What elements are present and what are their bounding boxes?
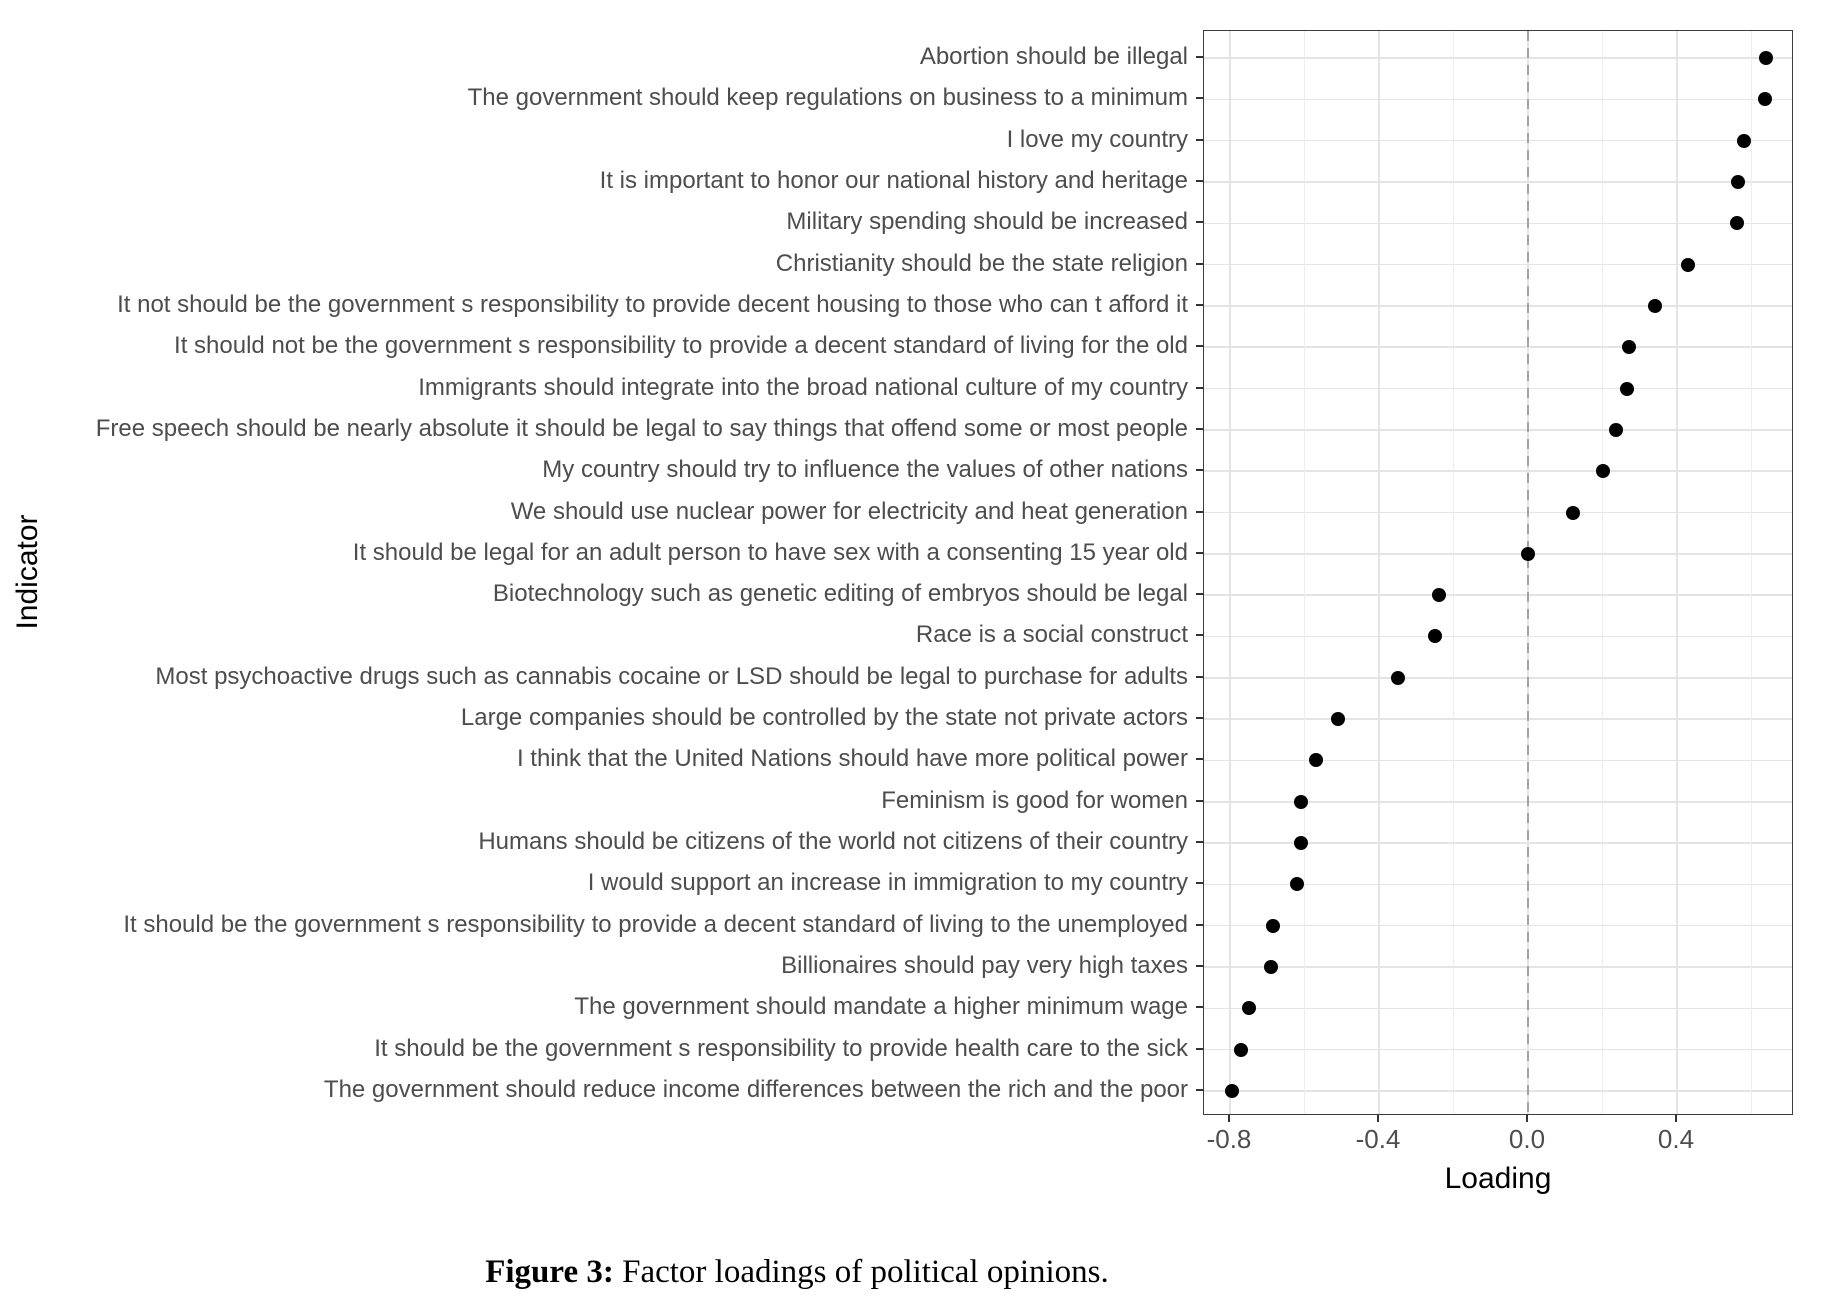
y-axis-tick [1196,593,1203,595]
y-axis-tick [1196,428,1203,430]
y-axis-tick [1196,841,1203,843]
data-point [1566,506,1580,520]
data-point [1294,795,1308,809]
y-axis-label: Most psychoactive drugs such as cannabis cocaine or LSD should be legal to purchase for adults [155,662,1188,690]
y-axis-label: I think that the United Nations should have more political power [516,745,1188,773]
y-axis-label: Feminism is good for women [881,786,1188,814]
data-point [1681,258,1695,272]
y-axis-tick [1196,511,1203,513]
y-axis-tick [1196,924,1203,926]
y-axis-label: Immigrants should integrate into the broad national culture of my country [418,373,1188,401]
h-gridline [1204,677,1792,679]
h-gridline [1204,1049,1792,1051]
y-axis-label: Free speech should be nearly absolute it should be legal to say things that offend some or most people [95,414,1188,442]
y-axis-tick [1196,345,1203,347]
y-axis-label: Biotechnology such as genetic editing of embryos should be legal [492,580,1188,608]
y-axis-label: Christianity should be the state religion [775,249,1188,277]
data-point [1290,877,1304,891]
h-gridline [1204,346,1792,348]
x-axis-tick-label: 0.4 [1657,1124,1695,1154]
zero-reference-line [1527,31,1529,1114]
data-point [1225,1084,1239,1098]
data-point [1264,960,1278,974]
h-gridline [1204,57,1792,59]
x-axis-tick [1675,1115,1677,1122]
data-point [1242,1001,1256,1015]
data-point [1730,216,1744,230]
data-point [1234,1043,1248,1057]
y-axis-label: Military spending should be increased [786,208,1188,236]
data-point [1309,753,1323,767]
y-axis-label: The government should reduce income differences between the rich and the poor [323,1076,1188,1103]
y-axis-tick [1196,221,1203,223]
y-axis-label: Race is a social construct [915,621,1188,649]
h-gridline [1204,223,1792,225]
y-axis-label: We should use nuclear power for electricity and heat generation [510,497,1188,525]
data-point [1609,423,1623,437]
y-axis-label: I love my country [1006,125,1188,153]
y-axis-title: Indicator [11,514,44,630]
h-gridline [1204,718,1792,720]
y-axis-label: Billionaires should pay very high taxes [781,952,1188,980]
x-axis-tick [1526,1115,1528,1122]
h-gridline [1204,636,1792,638]
x-axis-tick [1228,1115,1230,1122]
h-gridline [1204,925,1792,927]
data-point [1521,547,1535,561]
v-gridline-minor [1304,31,1305,1114]
x-axis-tick-label: -0.4 [1355,1124,1401,1154]
y-axis-tick [1196,180,1203,182]
data-point [1737,134,1751,148]
y-axis-label: It should be the government s responsibility to provide a decent standard of living to the unemployed [123,910,1188,938]
h-gridline [1204,470,1792,472]
data-point [1648,299,1662,313]
y-axis-label: It is important to honor our national history and heritage [599,166,1188,194]
y-axis-label: Abortion should be illegal [919,43,1188,70]
data-point [1391,671,1405,685]
y-axis-tick [1196,469,1203,471]
x-axis-tick [1377,1115,1379,1122]
y-axis-tick [1196,139,1203,141]
data-point [1432,588,1446,602]
y-axis-label: The government should keep regulations on business to a minimum [467,84,1188,112]
y-axis-label: It should be legal for an adult person to have sex with a consenting 15 year old [352,538,1188,566]
y-axis-tick [1196,56,1203,58]
v-gridline-major [1676,31,1678,1114]
y-axis-tick [1196,552,1203,554]
figure-caption-text: Factor loadings of political opinions. [613,1254,1109,1290]
y-axis-tick [1196,1006,1203,1008]
h-gridline [1204,388,1792,390]
h-gridline [1204,760,1792,762]
y-axis-tick [1196,1089,1203,1091]
v-gridline-major [1378,31,1380,1114]
figure-caption-label: Figure 3: [485,1254,614,1290]
h-gridline [1204,512,1792,514]
data-point [1331,712,1345,726]
h-gridline [1204,181,1792,183]
h-gridline [1204,553,1792,555]
y-axis-tick [1196,387,1203,389]
y-axis-tick [1196,304,1203,306]
y-axis-tick [1196,97,1203,99]
h-gridline [1204,429,1792,431]
y-axis-tick [1196,882,1203,884]
y-axis-tick [1196,758,1203,760]
h-gridline [1204,99,1792,101]
h-gridline [1204,264,1792,266]
h-gridline [1204,140,1792,142]
data-point [1731,175,1745,189]
h-gridline [1204,305,1792,307]
x-axis-tick-label: -0.8 [1206,1124,1252,1154]
data-point [1622,340,1636,354]
h-gridline [1204,1090,1792,1092]
y-axis-label: Large companies should be controlled by the state not private actors [460,704,1188,732]
y-axis-label: The government should mandate a higher minimum wage [574,993,1188,1021]
y-axis-tick [1196,965,1203,967]
data-point [1294,836,1308,850]
data-point [1620,382,1634,396]
data-point [1596,464,1610,478]
y-axis-tick [1196,800,1203,802]
h-gridline [1204,1008,1792,1010]
data-point [1428,629,1442,643]
figure-caption [485,1252,1109,1292]
h-gridline [1204,801,1792,803]
y-axis-tick [1196,263,1203,265]
y-axis-tick [1196,676,1203,678]
y-axis-label: My country should try to influence the values of other nations [542,456,1188,484]
h-gridline [1204,966,1792,968]
y-axis-label: It should be the government s responsibility to provide health care to the sick [374,1034,1188,1062]
v-gridline-minor [1602,31,1603,1114]
x-axis-tick-label: 0.0 [1508,1124,1546,1154]
data-point [1266,919,1280,933]
data-point [1759,51,1773,65]
v-gridline-major [1229,31,1231,1114]
data-point [1758,92,1772,106]
y-axis-tick [1196,634,1203,636]
y-axis-label: Humans should be citizens of the world not citizens of their country [478,828,1188,856]
v-gridline-minor [1751,31,1752,1114]
y-axis-tick [1196,717,1203,719]
y-axis-tick [1196,1048,1203,1050]
h-gridline [1204,594,1792,596]
h-gridline [1204,842,1792,844]
y-axis-label: I would support an increase in immigration to my country [587,869,1188,897]
y-axis-label: It should not be the government s responsibility to provide a decent standard of living for the old [174,332,1188,360]
v-gridline-minor [1453,31,1454,1114]
y-axis-label: It not should be the government s responsibility to provide decent housing to those who can t afford it [117,290,1188,318]
x-axis-title: Loading [1444,1162,1552,1195]
plot-panel [1203,30,1793,1115]
